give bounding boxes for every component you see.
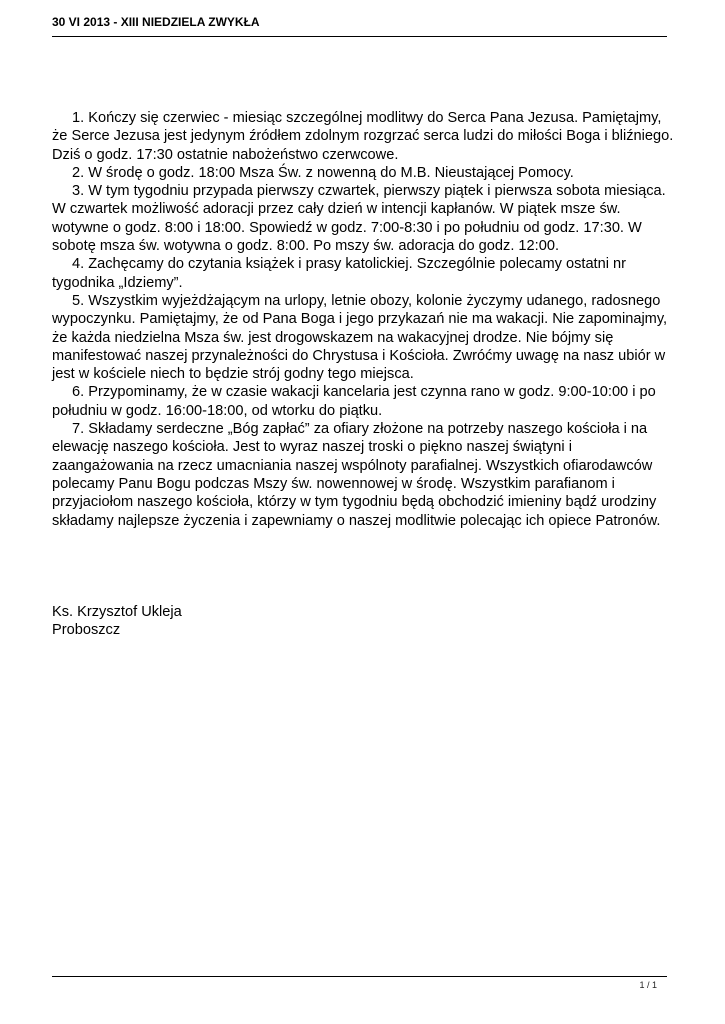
signature-block	[52, 603, 182, 640]
announcement-4: 4. Zachęcamy do czytania książek i prasy katolickiej. Szczególnie polecamy ostatni nr tygodnika „Idziemy”.	[52, 256, 626, 291]
announcement-2: 2. W środę o godz. 18:00 Msza Św. z nowenną do M.B. Nieustającej Pomocy.	[72, 164, 574, 181]
page-footer	[52, 976, 667, 990]
signature-role: Proboszcz	[52, 622, 121, 639]
page-header	[52, 14, 667, 37]
announcement-5: 5. Wszystkim wyjeżdżającym na urlopy, letnie obozy, kolonie życzymy udanego, radosnego wypoczynku. Pamiętajmy, że od Pana Boga i jego przykazań nie ma wakacji. Nie zapominajmy, że każda niedzielna Msza św. jest drogowskazem na wakacyjnej drodze. Nie bójmy się manifestować naszej przynależności do Chrystusa i Kościoła. Zwróćmy uwagę na nasz ubiór w jest w kościele niech to będzie strój godny tego miejsca.	[52, 292, 668, 383]
announcement-3: 3. W tym tygodniu przypada pierwszy czwartek, pierwszy piątek i pierwsza sobota miesiąca. W czwartek możliwość adoracji przez cały dzień w intencji kapłanów. W piątek msze św. wotywne o godz. 8:00 i 18:00. Spowiedź w godz. 7:00-8:30 i po południu od godz. 17:30. W sobotę msza św. wotywna o godz. 8:00. Po mszy św. adoracja do godz. 12:00.	[52, 183, 666, 255]
announcement-7: 7. Składamy serdeczne „Bóg zapłać” za ofiary złożone na potrzeby naszego kościoła i na elewację naszego kościoła. Jest to wyraz naszej troski o piękno naszej świątyni i zaangażowania na rzecz umacniania naszej wspólnoty parafialnej. Wszystkich ofiarodawców polecamy Panu Bogu podczas Mszy św. nowennowej w środę. Wszystkim parafianom i przyjaciołom naszego kościoła, którzy w tym tygodniu będą obchodzić imieniny bądź urodziny składamy najlepsze życzenia i zapewniamy o naszej modlitwie polecając ich opiece Patronów.	[52, 421, 661, 529]
announcement-1: 1. Kończy się czerwiec - miesiąc szczególnej modlitwy do Serca Pana Jezusa. Pamiętajmy, że Serce Jezusa jest jedynym źródłem zdolnym rozgrzać serca ludzi do miłości Boga i bliźniego. Dziś o godz. 17:30 ostatnie nabożeństwo czerwcowe.	[52, 110, 674, 163]
signature-name: Ks. Krzysztof Ukleja	[52, 604, 182, 620]
page-number: 1 / 1	[639, 980, 657, 990]
announcement-6: 6. Przypominamy, że w czasie wakacji kancelaria jest czynna rano w godz. 9:00-10:00 i po południu w godz. 16:00-18:00, od wtorku do piątku.	[52, 384, 656, 419]
announcements-body	[52, 109, 677, 530]
page-title: 30 VI 2013 - XIII NIEDZIELA ZWYKŁA	[52, 15, 260, 29]
